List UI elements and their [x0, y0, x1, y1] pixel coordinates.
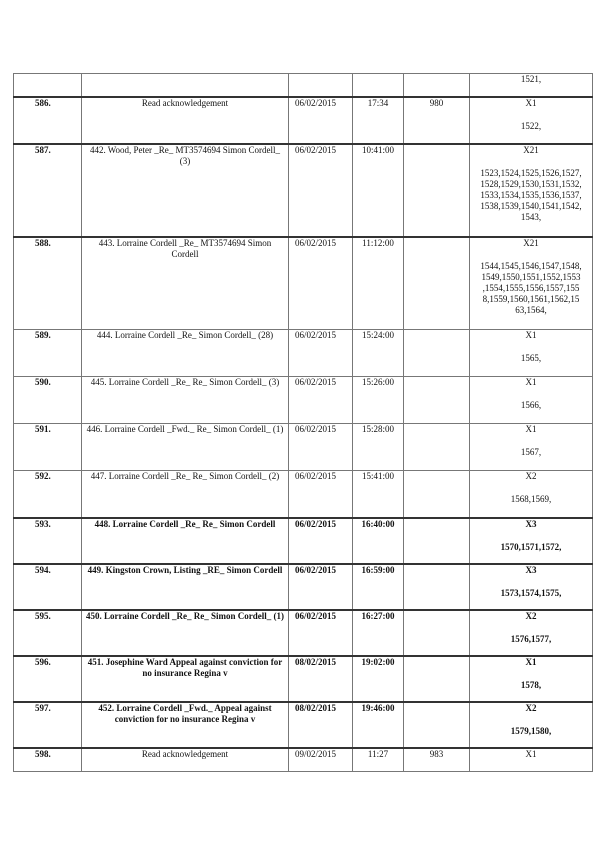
row-subject: 442. Wood, Peter _Re_ MT3574694 Simon Cordell_ (3) [82, 144, 289, 237]
row-number: 593. [14, 518, 82, 564]
row-ref [404, 237, 470, 330]
row-page-list: 1576,1577, [510, 633, 552, 644]
row-time: 15:28:00 [353, 424, 404, 471]
row-pages [470, 518, 593, 564]
row-date: 08/02/2015 [289, 656, 353, 702]
row-page-list: 1578, [520, 679, 542, 690]
row-page-list: 1565, [520, 353, 542, 363]
table-row [14, 610, 593, 656]
row-number [14, 74, 82, 97]
row-date: 06/02/2015 [289, 377, 353, 424]
row-pages [470, 330, 593, 377]
row-number: 587. [14, 144, 82, 237]
row-count: X2 [525, 702, 537, 713]
row-number: 594. [14, 564, 82, 610]
row-ref [404, 610, 470, 656]
row-date: 06/02/2015 [289, 471, 353, 518]
row-time: 10:41:00 [353, 144, 404, 237]
row-ref [404, 471, 470, 518]
row-count: X1 [525, 377, 537, 387]
row-number: 591. [14, 424, 82, 471]
row-subject: 451. Josephine Ward Appeal against conviction for no insurance Regina v [82, 656, 289, 702]
row-page-list: 1523,1524,1525,1526,1527, 1528,1529,1530,1531,1532, 1533,1534,1535,1536,1537, 1538,1539,1540,1541,1542, 1543, [480, 167, 582, 222]
row-number: 590. [14, 377, 82, 424]
row-date: 06/02/2015 [289, 330, 353, 377]
row-count: X1 [525, 424, 537, 434]
row-subject: Read acknowledgement [82, 97, 289, 144]
row-time: 11:12:00 [353, 237, 404, 330]
row-time: 19:02:00 [353, 656, 404, 702]
row-subject: 449. Kingston Crown, Listing _RE_ Simon Cordell [82, 564, 289, 610]
row-subject: 452. Lorraine Cordell _Fwd._ Appeal against conviction for no insurance Regina v [82, 702, 289, 748]
row-ref [404, 330, 470, 377]
row-ref [404, 564, 470, 610]
row-count: X1 [525, 748, 537, 759]
table-row [14, 424, 593, 471]
row-page-list: 1567, [520, 447, 542, 457]
row-count: X3 [525, 518, 537, 529]
row-date: 06/02/2015 [289, 424, 353, 471]
row-ref [404, 144, 470, 237]
row-time [353, 74, 404, 97]
table-row [14, 74, 593, 97]
row-time: 15:24:00 [353, 330, 404, 377]
row-page-list: 1544,1545,1546,1547,1548, 1549,1550,1551,1552,1553 ,1554,1555,1556,1557,155 8,1559,1560,1561,1562,15 63,1564, [480, 260, 582, 315]
row-page-list: 1521, [520, 74, 542, 84]
row-number: 589. [14, 330, 82, 377]
table-row [14, 330, 593, 377]
index-table [13, 73, 593, 772]
row-count: X3 [525, 564, 537, 575]
row-date: 06/02/2015 [289, 610, 353, 656]
row-pages [470, 97, 593, 144]
row-subject [82, 74, 289, 97]
row-number: 597. [14, 702, 82, 748]
row-ref [404, 377, 470, 424]
row-page-list: 1568,1569, [510, 494, 552, 504]
row-page-list: 1579,1580, [510, 725, 552, 736]
row-ref: 980 [404, 97, 470, 144]
row-pages [470, 237, 593, 330]
row-ref [404, 656, 470, 702]
row-ref [404, 74, 470, 97]
row-pages [470, 377, 593, 424]
row-subject: 445. Lorraine Cordell _Re_ Re_ Simon Cordell_ (3) [82, 377, 289, 424]
row-number: 598. [14, 748, 82, 772]
row-pages [470, 748, 593, 772]
table-row [14, 377, 593, 424]
row-pages [470, 74, 593, 97]
row-pages [470, 424, 593, 471]
row-date [289, 74, 353, 97]
row-ref [404, 424, 470, 471]
row-pages [470, 610, 593, 656]
row-ref: 983 [404, 748, 470, 772]
row-subject: 446. Lorraine Cordell _Fwd._ Re_ Simon Cordell_ (1) [82, 424, 289, 471]
table-row [14, 748, 593, 772]
row-count: X1 [525, 97, 537, 108]
row-time: 17:34 [353, 97, 404, 144]
row-subject: Read acknowledgement [82, 748, 289, 772]
row-count: X1 [525, 330, 537, 340]
row-page-list: 1566, [520, 400, 542, 410]
table-row [14, 237, 593, 330]
row-subject: 448. Lorraine Cordell _Re_ Re_ Simon Cordell [82, 518, 289, 564]
row-subject: 444. Lorraine Cordell _Re_ Simon Cordell_ (28) [82, 330, 289, 377]
row-count: X2 [525, 610, 537, 621]
row-time: 16:40:00 [353, 518, 404, 564]
row-pages [470, 564, 593, 610]
row-number: 596. [14, 656, 82, 702]
row-number: 595. [14, 610, 82, 656]
row-time: 15:26:00 [353, 377, 404, 424]
table-row [14, 518, 593, 564]
row-date: 09/02/2015 [289, 748, 353, 772]
row-ref [404, 518, 470, 564]
table-row [14, 656, 593, 702]
row-date: 08/02/2015 [289, 702, 353, 748]
row-number: 592. [14, 471, 82, 518]
row-pages [470, 144, 593, 237]
row-pages [470, 656, 593, 702]
row-subject: 443. Lorraine Cordell _Re_ MT3574694 Simon Cordell [82, 237, 289, 330]
row-date: 06/02/2015 [289, 518, 353, 564]
row-date: 06/02/2015 [289, 237, 353, 330]
row-number: 588. [14, 237, 82, 330]
row-time: 19:46:00 [353, 702, 404, 748]
row-count: X21 [523, 144, 539, 155]
row-pages [470, 471, 593, 518]
table-row [14, 702, 593, 748]
row-page-list: 1522, [520, 120, 542, 131]
row-date: 06/02/2015 [289, 564, 353, 610]
table-row [14, 97, 593, 144]
row-time: 11:27 [353, 748, 404, 772]
row-number: 586. [14, 97, 82, 144]
row-subject: 447. Lorraine Cordell _Re_ Re_ Simon Cordell_ (2) [82, 471, 289, 518]
row-subject: 450. Lorraine Cordell _Re_ Re_ Simon Cordell_ (1) [82, 610, 289, 656]
row-count: X21 [523, 237, 539, 248]
row-time: 16:27:00 [353, 610, 404, 656]
row-time: 15:41:00 [353, 471, 404, 518]
row-date: 06/02/2015 [289, 97, 353, 144]
row-pages [470, 702, 593, 748]
row-count: X1 [525, 656, 537, 667]
table-row [14, 471, 593, 518]
row-date: 06/02/2015 [289, 144, 353, 237]
row-ref [404, 702, 470, 748]
row-count: X2 [525, 471, 537, 481]
row-page-list: 1573,1574,1575, [500, 587, 562, 598]
row-time: 16:59:00 [353, 564, 404, 610]
table-row [14, 144, 593, 237]
row-page-list: 1570,1571,1572, [500, 541, 562, 552]
table-row [14, 564, 593, 610]
